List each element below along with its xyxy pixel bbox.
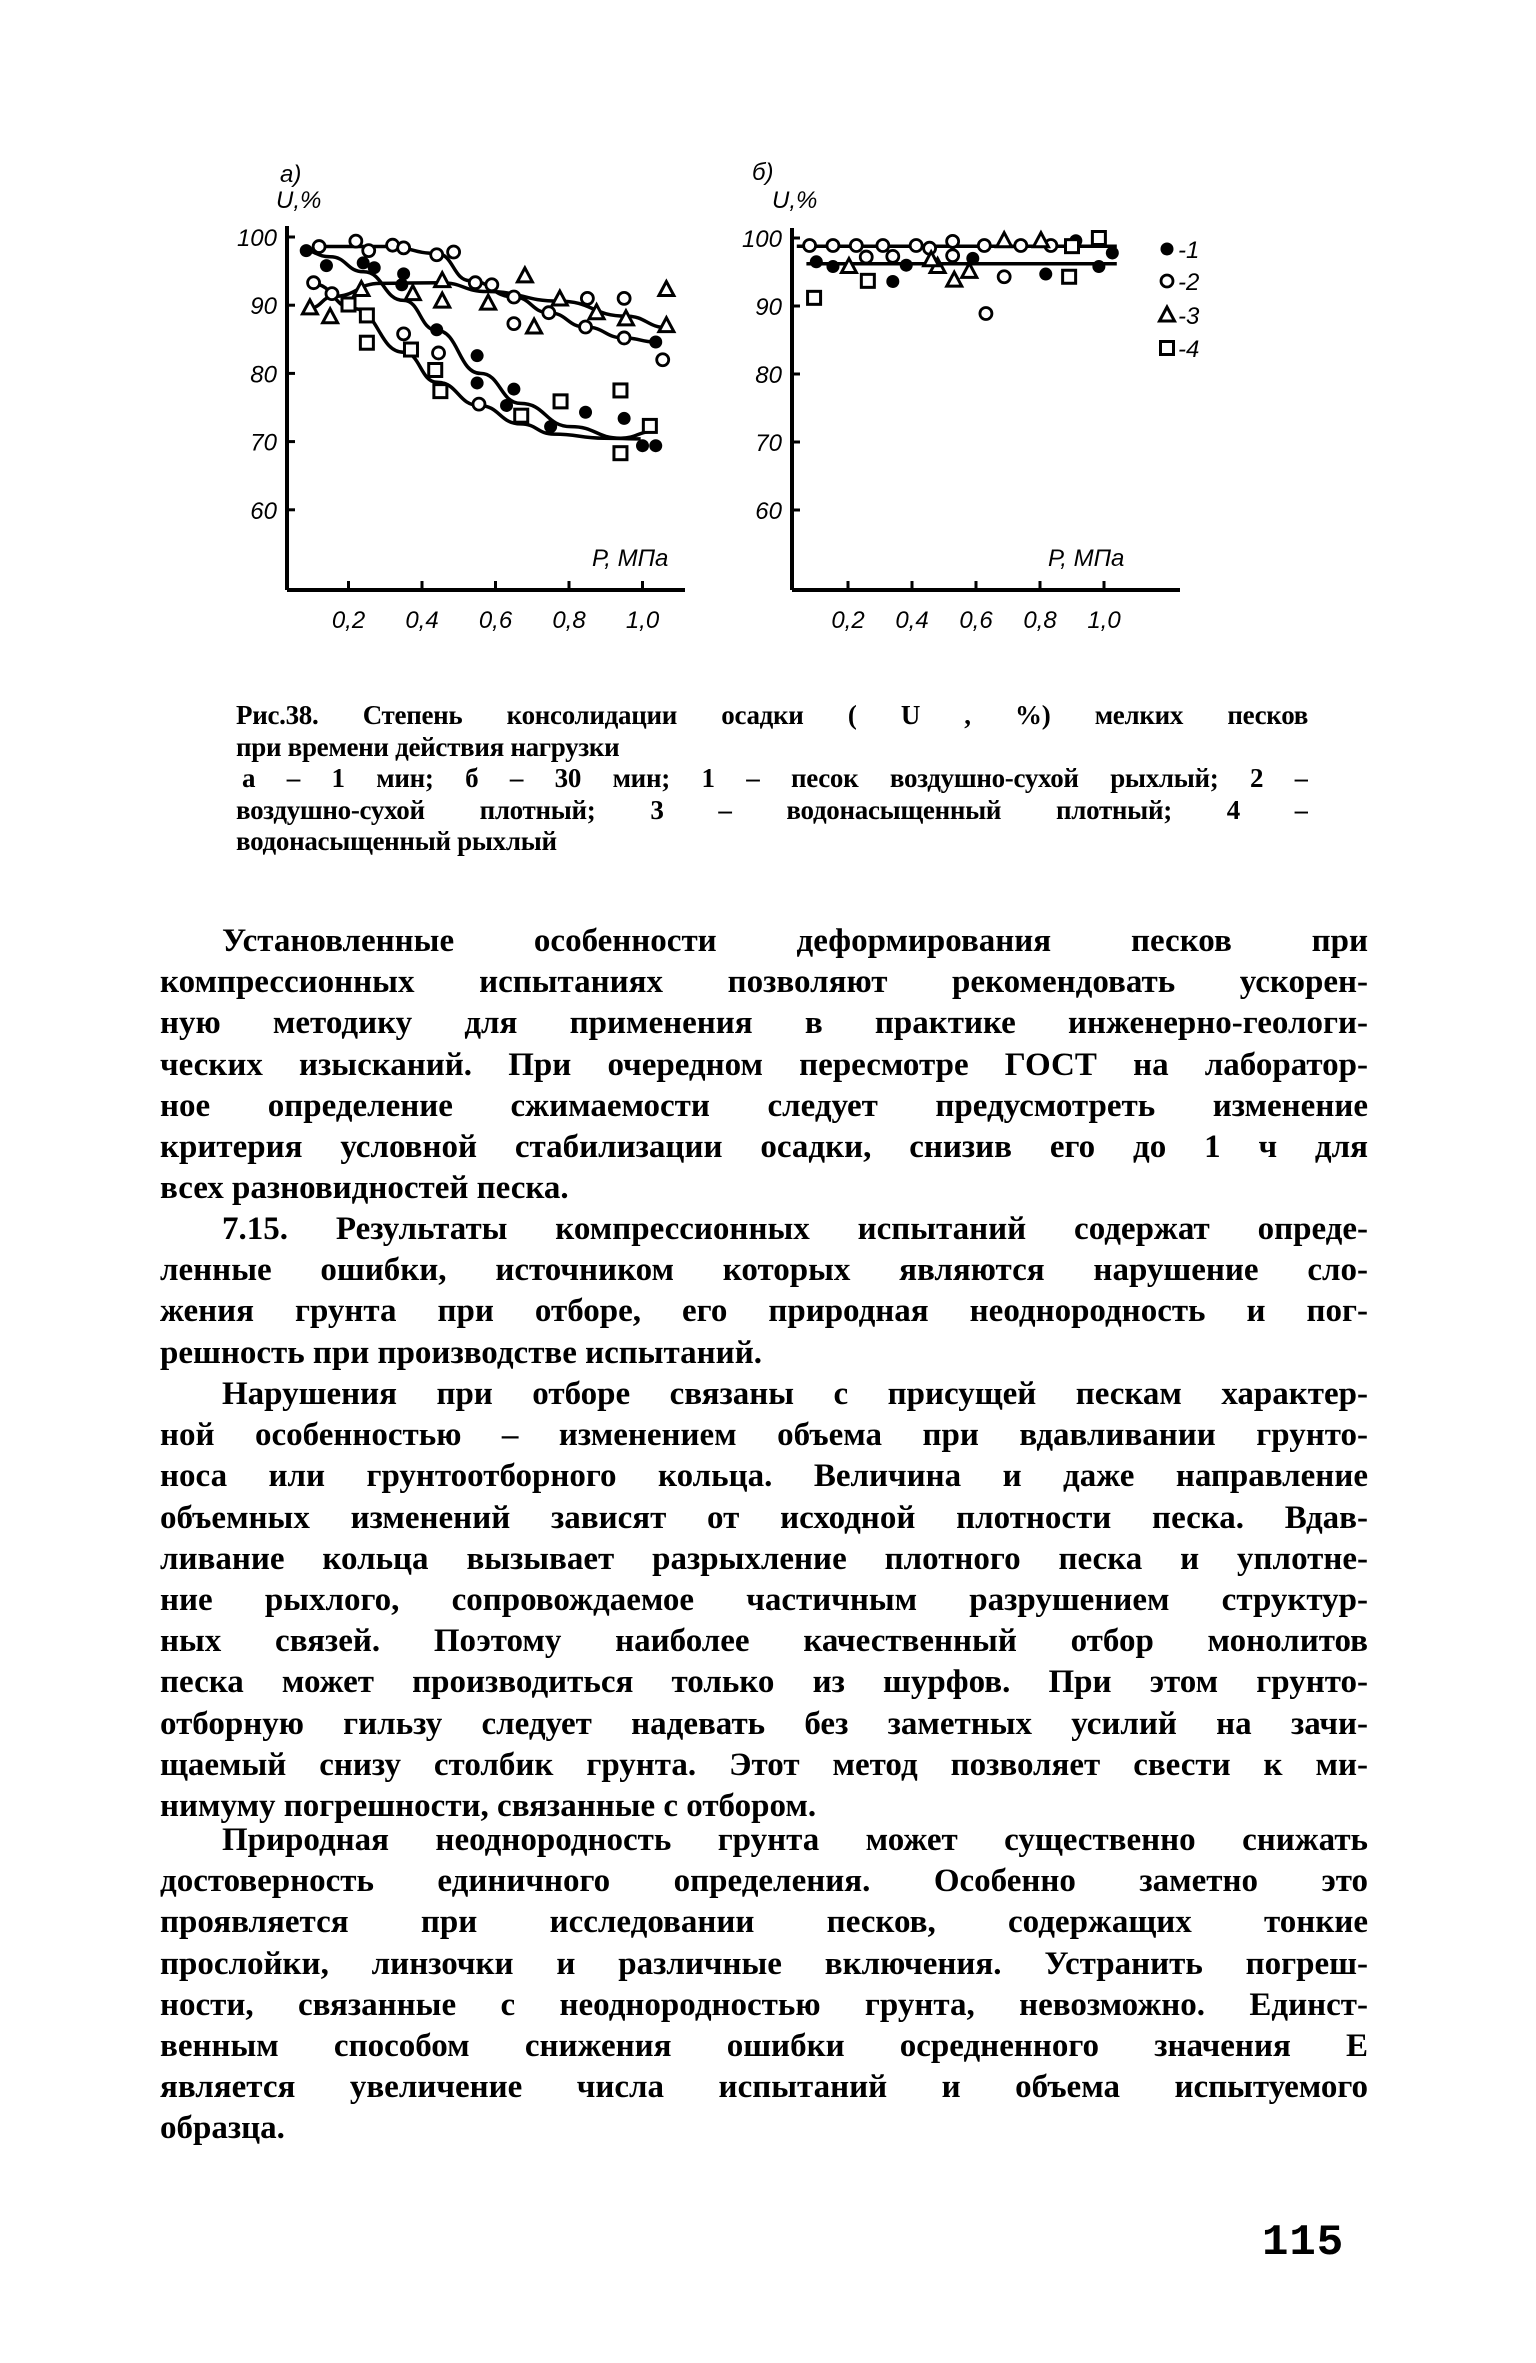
- x-tick-label: 1,0: [625, 607, 660, 634]
- page-number: 115: [1262, 2218, 1345, 2268]
- legend: [1160, 237, 1200, 363]
- data-point-series-2: [910, 239, 922, 251]
- data-point-series-1: [300, 244, 313, 257]
- data-point-series-3: [435, 293, 450, 307]
- y-tick-label: 100: [236, 225, 277, 252]
- text-line: решность при производстве испытаний.: [160, 1334, 762, 1371]
- text-line: всех разновидностей песка.: [160, 1170, 569, 1207]
- text-line: ние рыхлого, сопровождаемое частичным разрушением структур-: [160, 1582, 1368, 1619]
- data-point-series-4: [614, 447, 627, 460]
- y-tick-label: 70: [250, 429, 277, 457]
- data-point-series-3: [997, 233, 1012, 247]
- data-point-series-1: [507, 383, 520, 396]
- data-point-series-2: [998, 271, 1010, 283]
- text-line: прослойки, линзочки и различные включения. Устранить погреш-: [160, 1945, 1368, 1982]
- legend-marker-3: [1160, 307, 1175, 321]
- x-tick-label: 0,6: [478, 607, 513, 634]
- text-line: Установленные особенности деформирования песков при: [222, 923, 1368, 959]
- text-line: носа или грунтоотборного кольца. Величина и даже направление: [160, 1458, 1368, 1495]
- y-tick-label: 60: [755, 498, 782, 525]
- data-point-series-3: [517, 268, 532, 282]
- data-point-series-1: [826, 260, 839, 273]
- caption-line: а – 1 мин; б – 30 мин; 1 – песок воздушно-сухой рыхлый; 2 –: [242, 763, 1308, 793]
- text-line: критерия условной стабилизации осадки, снизив его до 1 ч для: [160, 1129, 1368, 1166]
- x-tick-label: 1,0: [1087, 607, 1121, 634]
- x-tick-label: 0,4: [895, 607, 929, 634]
- x-axis-label: Р, МПа: [592, 545, 669, 572]
- data-point-series-2: [433, 347, 445, 359]
- data-point-series-4: [342, 298, 355, 311]
- chart-a: [237, 161, 685, 634]
- data-point-series-2: [398, 328, 410, 340]
- data-point-series-1: [397, 267, 410, 280]
- data-point-series-1: [1106, 246, 1119, 259]
- data-point-series-1: [1039, 268, 1052, 281]
- legend-label: -2: [1178, 269, 1200, 296]
- x-tick-label: 0,8: [552, 607, 586, 634]
- data-point-series-1: [320, 259, 333, 272]
- data-point-series-3: [323, 309, 338, 323]
- text-line: 7.15. Результаты компрессионных испытаний содержат опреде-: [222, 1211, 1368, 1247]
- paragraph-2: [160, 1209, 1368, 1374]
- y-tick-label: 60: [250, 497, 277, 525]
- data-point-series-1: [900, 259, 913, 272]
- data-point-series-2: [363, 245, 375, 257]
- data-point-series-4: [1063, 270, 1076, 283]
- data-point-series-2: [508, 291, 520, 303]
- data-point-series-2: [313, 241, 325, 253]
- data-point-series-2: [581, 292, 593, 304]
- legend-label: -3: [1178, 303, 1200, 330]
- text-line: является увеличение числа испытаний и объема испытуемого: [160, 2069, 1368, 2106]
- text-line: щаемый снизу столбик грунта. Этот метод позволяет свести к ми-: [160, 1746, 1368, 1783]
- text-line: Природная неоднородность грунта может существенно снижать: [222, 1822, 1368, 1858]
- y-tick-label: 70: [755, 430, 782, 457]
- y-tick-label: 90: [250, 293, 277, 321]
- text-line: объемных изменений зависят от исходной плотности песка. Вдав-: [160, 1499, 1368, 1536]
- data-point-series-4: [861, 274, 874, 287]
- text-line: венным способом снижения ошибки осредненного значения Е: [160, 2028, 1368, 2065]
- y-tick-label: 80: [755, 362, 782, 389]
- data-point-series-2: [469, 277, 481, 289]
- x-tick-label: 0,2: [331, 607, 366, 634]
- text-line: образца.: [160, 2110, 285, 2147]
- legend-marker-2: [1161, 275, 1173, 287]
- data-point-series-2: [618, 332, 630, 344]
- x-tick-label: 0,6: [959, 607, 993, 634]
- x-axis-label: Р, МПа: [1048, 545, 1125, 572]
- data-point-series-4: [643, 419, 656, 432]
- data-point-series-2: [850, 239, 862, 251]
- text-line: компрессионных испытаниях позволяют рекомендовать ускорен-: [160, 964, 1368, 1001]
- data-point-series-2: [543, 307, 555, 319]
- figure-caption: [236, 700, 1308, 858]
- data-point-series-1: [886, 275, 899, 288]
- data-point-series-1: [368, 261, 381, 274]
- y-axis-label: U,%: [772, 187, 818, 214]
- data-point-series-1: [810, 255, 823, 268]
- data-point-series-3: [527, 319, 542, 333]
- caption-line: Рис.38. Степень консолидации осадки ( U , %) мелких песков: [236, 700, 1308, 730]
- legend-label: -4: [1178, 336, 1200, 363]
- data-point-series-3: [435, 273, 450, 287]
- data-point-series-2: [398, 242, 410, 254]
- data-point-series-3: [659, 318, 674, 332]
- data-point-series-1: [636, 439, 649, 452]
- data-point-series-4: [429, 363, 442, 376]
- text-line: жения грунта при отборе, его природная неоднородность и пог-: [160, 1293, 1368, 1330]
- data-point-series-2: [486, 279, 498, 291]
- data-point-series-1: [579, 406, 592, 419]
- data-point-series-3: [481, 295, 496, 309]
- x-tick-label: 0,2: [831, 607, 865, 634]
- data-point-series-3: [302, 300, 317, 314]
- paragraph-1: [160, 921, 1368, 1209]
- data-point-series-2: [618, 292, 630, 304]
- text-line: ных связей. Поэтому наиболее качественный отбор монолитов: [160, 1623, 1368, 1660]
- text-line: ную методику для применения в практике инженерно-геологи-: [160, 1005, 1368, 1042]
- data-point-series-2: [473, 398, 485, 410]
- data-point-series-4: [360, 336, 373, 349]
- x-tick-label: 0,8: [1023, 607, 1057, 634]
- data-point-series-1: [500, 399, 513, 412]
- paragraph-4: [160, 1820, 1368, 2150]
- text-line: ческих изысканий. При очередном пересмотре ГОСТ на лаборатор-: [160, 1046, 1368, 1083]
- data-point-series-1: [649, 439, 662, 452]
- data-point-series-3: [552, 291, 567, 305]
- data-point-series-1: [471, 349, 484, 362]
- data-point-series-4: [554, 395, 567, 408]
- data-point-series-2: [860, 251, 872, 263]
- data-point-series-4: [1066, 240, 1079, 253]
- text-line: ливание кольца вызывает разрыхление плотного песка и уплотне-: [160, 1540, 1368, 1577]
- data-point-series-1: [395, 278, 408, 291]
- data-point-series-4: [515, 409, 528, 422]
- text-line: Нарушения при отборе связаны с присущей пескам характер-: [222, 1376, 1368, 1412]
- data-point-series-2: [1015, 239, 1027, 251]
- data-point-series-2: [980, 307, 992, 319]
- caption-line: воздушно-сухой плотный; 3 – водонасыщенный плотный; 4 –: [236, 794, 1308, 825]
- caption-line: водонасыщенный рыхлый: [236, 826, 557, 856]
- legend-label: -1: [1178, 237, 1200, 264]
- y-tick-label: 100: [741, 226, 782, 253]
- data-point-series-2: [508, 318, 520, 330]
- data-point-series-4: [614, 384, 627, 397]
- text-line: проявляется при исследовании песков, содержащих тонкие: [160, 1904, 1368, 1941]
- y-tick-label: 80: [250, 361, 277, 389]
- data-point-series-4: [1092, 232, 1105, 245]
- data-point-series-2: [580, 321, 592, 333]
- data-point-series-4: [434, 385, 447, 398]
- data-point-series-2: [877, 239, 889, 251]
- data-point-series-4: [360, 309, 373, 322]
- data-point-series-2: [947, 235, 959, 247]
- data-point-series-2: [978, 239, 990, 251]
- x-tick-label: 0,4: [405, 607, 439, 634]
- text-line: достоверность единичного определения. Особенно заметно это: [160, 1863, 1368, 1900]
- data-point-series-2: [448, 246, 460, 258]
- legend-marker-1: [1161, 243, 1174, 256]
- panel-label: а): [280, 161, 302, 188]
- text-line: отборную гильзу следует надевать без заметных усилий на зачи-: [160, 1705, 1368, 1742]
- data-point-series-4: [404, 343, 417, 356]
- data-point-series-2: [947, 250, 959, 262]
- text-line: песка может производиться только из шурфов. При этом грунто-: [160, 1664, 1368, 1701]
- data-point-series-3: [618, 311, 633, 325]
- y-tick-label: 90: [755, 294, 782, 321]
- panel-label: б): [752, 159, 774, 186]
- data-point-series-1: [544, 420, 557, 433]
- data-point-series-2: [887, 250, 899, 262]
- paragraph-3: [160, 1374, 1368, 1827]
- text-line: ленные ошибки, источником которых являются нарушение сло-: [160, 1252, 1368, 1289]
- data-point-series-3: [841, 259, 856, 273]
- data-point-series-4: [808, 291, 821, 304]
- text-line: ное определение сжимаемости следует предусмотреть изменение: [160, 1087, 1368, 1124]
- data-point-series-2: [350, 235, 362, 247]
- text-line: ной особенностью – изменением объема при вдавливании грунто-: [160, 1417, 1368, 1454]
- data-point-series-1: [649, 336, 662, 349]
- caption-line: при времени действия нагрузки: [236, 731, 620, 762]
- chart-b: [742, 159, 1200, 634]
- data-point-series-2: [827, 239, 839, 251]
- figure-38-charts: [0, 0, 1536, 680]
- data-point-series-2: [308, 277, 320, 289]
- data-point-series-2: [804, 239, 816, 251]
- data-point-series-3: [659, 282, 674, 296]
- data-point-series-2: [657, 354, 669, 366]
- data-point-series-3: [947, 272, 962, 286]
- data-point-series-2: [431, 249, 443, 261]
- data-point-series-1: [430, 323, 443, 336]
- data-point-series-1: [1092, 260, 1105, 273]
- data-point-series-1: [618, 412, 631, 425]
- text-line: ности, связанные с неоднородностью грунта, невозможно. Единст-: [160, 1986, 1368, 2023]
- y-axis-label: U,%: [276, 187, 322, 214]
- data-point-series-1: [471, 376, 484, 389]
- data-point-series-3: [1033, 233, 1048, 247]
- data-point-series-2: [326, 288, 338, 300]
- legend-marker-4: [1161, 342, 1174, 355]
- text-line: нимуму погрешности, связанные с отбором.: [160, 1788, 817, 1825]
